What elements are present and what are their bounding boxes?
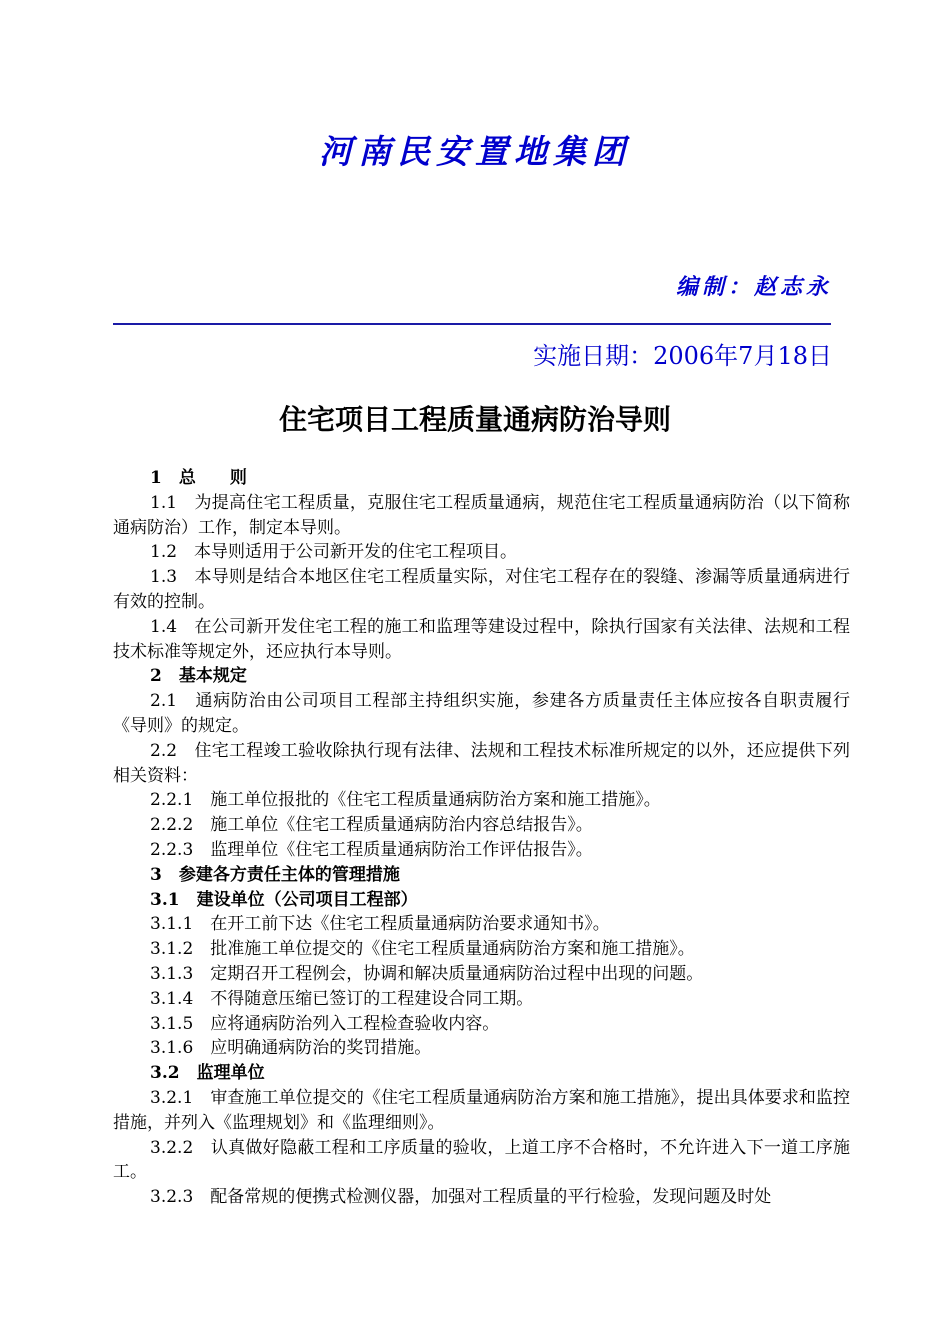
section-heading: 1 总 则 (150, 468, 247, 488)
body-paragraph: 3.1.4 不得随意压缩已签订的工程建设合同工期。 (150, 988, 534, 1009)
body-paragraph: 3.2.3 配备常规的便携式检测仪器，加强对工程质量的平行检验，发现问题及时处 (150, 1187, 772, 1208)
body-paragraph: 3.1.1 在开工前下达《住宅工程质量通病防治要求通知书》。 (150, 914, 610, 935)
body-paragraph: 3.1.3 定期召开工程例会，协调和解决质量通病防治过程中出现的问题。 (150, 963, 704, 984)
body-paragraph: 1.2 本导则适用于公司新开发的住宅工程项目。 (150, 542, 518, 563)
body-paragraph: 3.1.2 批准施工单位提交的《住宅工程质量通病防治方案和施工措施》。 (150, 939, 695, 960)
body-paragraph: 2.2.1 施工单位报批的《住宅工程质量通病防治方案和施工措施》。 (150, 790, 661, 811)
document-body (113, 466, 850, 1210)
organization-title: 河南民安置地集团 (319, 132, 631, 171)
section-heading: 3.1 建设单位（公司项目工程部） (150, 889, 418, 910)
document-title: 住宅项目工程质量通病防治导则 (278, 403, 671, 436)
compiler-credit: 编制：赵志永 (675, 274, 832, 300)
body-paragraph: 3.1.5 应将通病防治列入工程检查验收内容。 (150, 1013, 500, 1034)
section-heading: 2 基本规定 (150, 666, 247, 687)
body-paragraph: 1.1 为提高住宅工程质量，克服住宅工程质量通病，规范住宅工程质量通病防治（以下简称通病防治）工作，制定本导则。 (113, 492, 850, 538)
body-paragraph: 2.2 住宅工程竣工验收除执行现有法律、法规和工程技术标准所规定的以外，还应提供下列相关资料： (113, 740, 850, 786)
body-paragraph: 1.4 在公司新开发住宅工程的施工和监理等建设过程中，除执行国家有关法律、法规和工程技术标准等规定外，还应执行本导则。 (113, 616, 850, 662)
body-paragraph: 1.3 本导则是结合本地区住宅工程质量实际，对住宅工程存在的裂缝、渗漏等质量通病进行有效的控制。 (113, 567, 850, 612)
body-paragraph: 3.1.6 应明确通病防治的奖罚措施。 (150, 1038, 432, 1059)
body-paragraph: 2.1 通病防治由公司项目工程部主持组织实施，参建各方质量责任主体应按各自职责履行《导则》的规定。 (113, 691, 850, 736)
body-paragraph: 2.2.2 施工单位《住宅工程质量通病防治内容总结报告》。 (150, 815, 593, 836)
implementation-date: 实施日期：2006年7月18日 (533, 342, 832, 370)
section-heading: 3 参建各方责任主体的管理措施 (150, 864, 400, 885)
section-heading: 3.2 监理单位 (150, 1063, 265, 1084)
body-paragraph: 3.2.1 审查施工单位提交的《住宅工程质量通病防治方案和施工措施》，提出具体要求和监控措施，并列入《监理规划》和《监理细则》。 (113, 1087, 850, 1133)
body-paragraph: 3.2.2 认真做好隐蔽工程和工序质量的验收，上道工序不合格时，不允许进入下一道工序施工。 (113, 1137, 850, 1183)
body-paragraph: 2.2.3 监理单位《住宅工程质量通病防治工作评估报告》。 (150, 839, 593, 860)
header-divider (113, 323, 831, 325)
